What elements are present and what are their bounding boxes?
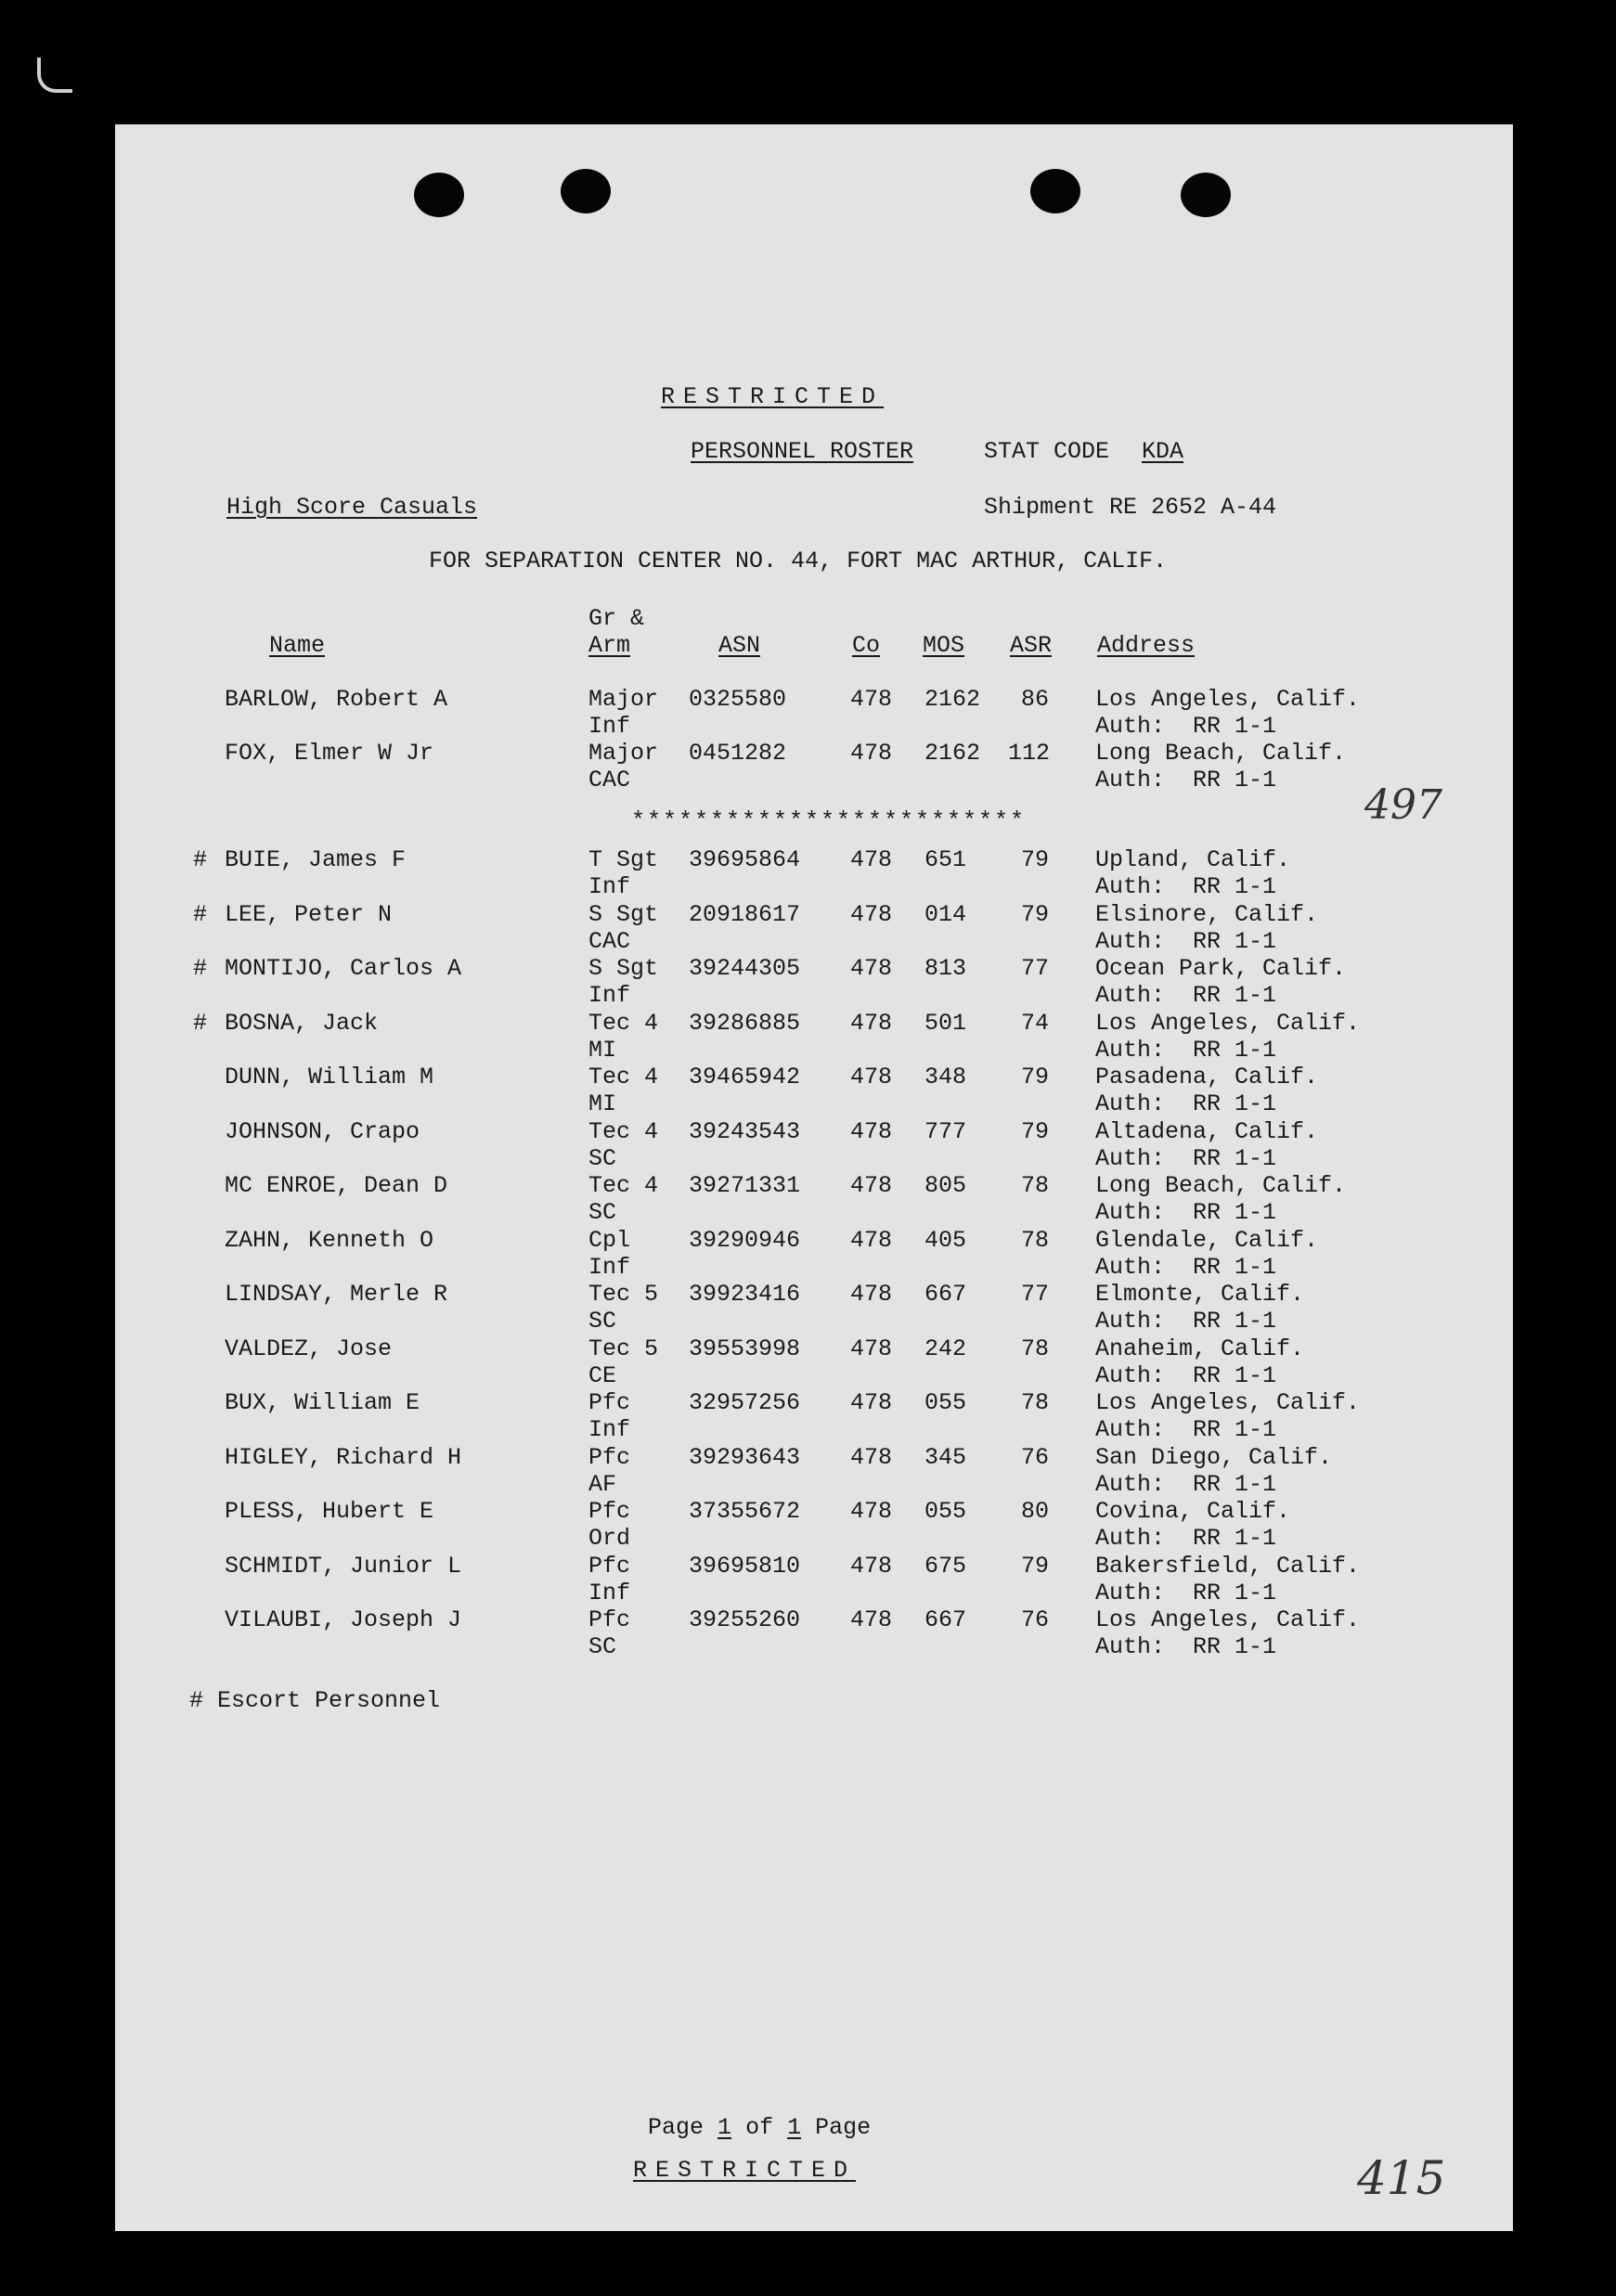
roster-grade: Pfc — [588, 1606, 631, 1633]
roster-auth: Auth: RR 1-1 — [1095, 1308, 1277, 1335]
roster-mos: 651 — [924, 846, 967, 873]
roster-asr: 79 — [1020, 1552, 1049, 1580]
roster-auth: Auth: RR 1-1 — [1095, 1633, 1277, 1660]
roster-asn: 39695864 — [689, 846, 801, 873]
roster-arm: Inf — [588, 1579, 631, 1606]
stat-code-value: KDA — [1142, 438, 1184, 465]
roster-arm: Inf — [588, 1253, 631, 1281]
roster-arm: MI — [588, 1036, 617, 1064]
roster-arm: SC — [588, 1199, 617, 1226]
roster-name: MONTIJO, Carlos A — [225, 955, 462, 982]
punch-hole-icon — [561, 169, 611, 213]
roster-auth: Auth: RR 1-1 — [1095, 767, 1277, 793]
roster-asr: 80 — [1020, 1498, 1049, 1525]
roster-asr: 78 — [1020, 1389, 1049, 1416]
roster-mos: 2162 — [924, 686, 981, 713]
page-indicator — [648, 2114, 871, 2142]
roster-grade: Tec 4 — [588, 1117, 659, 1145]
roster-asn: 39465942 — [689, 1064, 801, 1090]
roster-arm: Inf — [588, 713, 631, 740]
roster-grade: Major — [588, 686, 659, 713]
roster-asn: 0325580 — [689, 686, 787, 713]
restricted-footer: RESTRICTED — [633, 2157, 857, 2184]
roster-co: 478 — [850, 1281, 893, 1308]
restricted-header: RESTRICTED — [661, 383, 885, 410]
roster-auth: Auth: RR 1-1 — [1095, 1253, 1277, 1281]
roster-name: VILAUBI, Joseph J — [225, 1606, 462, 1633]
punch-hole-icon — [1030, 169, 1080, 213]
roster-arm: AF — [588, 1470, 617, 1498]
roster-mos: 345 — [924, 1443, 967, 1471]
roster-name: MC ENROE, Dean D — [225, 1172, 448, 1199]
col-header-address: Address — [1097, 632, 1196, 659]
roster-asr: 78 — [1020, 1226, 1049, 1254]
roster-asr: 74 — [1020, 1009, 1049, 1037]
roster-name: DUNN, William M — [225, 1064, 434, 1090]
roster-auth: Auth: RR 1-1 — [1095, 873, 1277, 900]
roster-name: BUX, William E — [225, 1389, 420, 1416]
roster-arm: Ord — [588, 1525, 631, 1552]
roster-asn: 0451282 — [689, 740, 787, 767]
roster-asr: 79 — [1020, 1064, 1049, 1090]
roster-asr: 76 — [1020, 1443, 1049, 1471]
page-prefix: Page — [648, 2114, 705, 2141]
roster-address: Elmonte, Calif. — [1095, 1281, 1305, 1308]
roster-asr: 79 — [1020, 900, 1049, 928]
page-number: 1 — [718, 2114, 732, 2141]
page-suffix: Page — [815, 2114, 872, 2141]
roster-mos: 405 — [924, 1226, 967, 1254]
roster-grade: Pfc — [588, 1498, 631, 1525]
destination-line: FOR SEPARATION CENTER NO. 44, FORT MAC ARTHUR, CALIF. — [429, 548, 1168, 574]
roster-auth: Auth: RR 1-1 — [1095, 1416, 1277, 1443]
roster-mos: 2162 — [924, 740, 981, 767]
roster-co: 478 — [850, 1389, 893, 1416]
shipment-number: Shipment RE 2652 A-44 — [984, 494, 1277, 521]
roster-address: Elsinore, Calif. — [1095, 900, 1319, 928]
roster-grade: S Sgt — [588, 955, 659, 982]
roster-grade: T Sgt — [588, 846, 659, 873]
roster-mos: 055 — [924, 1498, 967, 1525]
roster-address: Ocean Park, Calif. — [1095, 955, 1347, 982]
roster-auth: Auth: RR 1-1 — [1095, 1470, 1277, 1498]
roster-name: ZAHN, Kenneth O — [225, 1226, 434, 1254]
roster-grade: Tec 5 — [588, 1335, 659, 1362]
col-header-grade-line2: Arm — [588, 632, 631, 659]
col-header-asn: ASN — [718, 632, 761, 659]
roster-co: 478 — [850, 1552, 893, 1580]
roster-auth: Auth: RR 1-1 — [1095, 713, 1277, 740]
roster-co: 478 — [850, 1498, 893, 1525]
col-header-asr: ASR — [1010, 632, 1053, 659]
roster-address: Altadena, Calif. — [1095, 1117, 1319, 1145]
col-header-co: Co — [852, 632, 881, 659]
roster-auth: Auth: RR 1-1 — [1095, 927, 1277, 955]
roster-arm: SC — [588, 1144, 617, 1172]
roster-mos: 813 — [924, 955, 967, 982]
roster-mark: # — [193, 955, 208, 982]
roster-grade: Pfc — [588, 1443, 631, 1471]
roster-asn: 39271331 — [689, 1172, 801, 1199]
roster-mos: 805 — [924, 1172, 967, 1199]
col-header-grade-line1: Gr & — [588, 605, 645, 632]
roster-asn: 39243543 — [689, 1117, 801, 1145]
separator-line: ************************* — [631, 807, 1027, 834]
roster-address: San Diego, Calif. — [1095, 1443, 1333, 1471]
roster-asn: 39293643 — [689, 1443, 801, 1471]
roster-name: FOX, Elmer W Jr — [225, 740, 434, 767]
roster-co: 478 — [850, 1009, 893, 1037]
roster-asr: 79 — [1020, 1117, 1049, 1145]
roster-co: 478 — [850, 740, 893, 767]
roster-address: Los Angeles, Calif. — [1095, 1606, 1361, 1633]
roster-address: Los Angeles, Calif. — [1095, 686, 1361, 713]
roster-grade: Tec 5 — [588, 1281, 659, 1308]
roster-arm: Inf — [588, 873, 631, 900]
roster-asr: 76 — [1020, 1606, 1049, 1633]
roster-address: Los Angeles, Calif. — [1095, 1009, 1361, 1037]
handwritten-page-note: 415 — [1357, 2151, 1446, 2205]
roster-name: SCHMIDT, Junior L — [225, 1552, 462, 1580]
roster-co: 478 — [850, 1117, 893, 1145]
roster-address: Los Angeles, Calif. — [1095, 1389, 1361, 1416]
scan-corner-mark — [37, 58, 72, 93]
roster-arm: MI — [588, 1090, 617, 1117]
roster-mos: 014 — [924, 900, 967, 928]
roster-mos: 055 — [924, 1389, 967, 1416]
roster-co: 478 — [850, 1172, 893, 1199]
roster-grade: Pfc — [588, 1389, 631, 1416]
roster-address: Long Beach, Calif. — [1095, 1172, 1347, 1199]
roster-auth: Auth: RR 1-1 — [1095, 1525, 1277, 1552]
roster-asn: 39255260 — [689, 1606, 801, 1633]
punch-hole-icon — [414, 173, 464, 217]
roster-auth: Auth: RR 1-1 — [1095, 1579, 1277, 1606]
roster-grade: Major — [588, 740, 659, 767]
roster-arm: CE — [588, 1361, 617, 1389]
roster-name: BUIE, James F — [225, 846, 407, 873]
roster-name: BARLOW, Robert A — [225, 686, 448, 713]
roster-auth: Auth: RR 1-1 — [1095, 1199, 1277, 1226]
roster-grade: Pfc — [588, 1552, 631, 1580]
roster-asn: 39286885 — [689, 1009, 801, 1037]
roster-grade: Tec 4 — [588, 1009, 659, 1037]
roster-asn: 32957256 — [689, 1389, 801, 1416]
roster-name: PLESS, Hubert E — [225, 1498, 434, 1525]
roster-co: 478 — [850, 686, 893, 713]
roster-address: Covina, Calif. — [1095, 1498, 1291, 1525]
roster-name: LEE, Peter N — [225, 900, 393, 928]
roster-name: JOHNSON, Crapo — [225, 1117, 420, 1145]
roster-auth: Auth: RR 1-1 — [1095, 1090, 1277, 1117]
roster-asr: 78 — [1020, 1335, 1049, 1362]
roster-co: 478 — [850, 900, 893, 928]
roster-auth: Auth: RR 1-1 — [1095, 1144, 1277, 1172]
roster-grade: Cpl — [588, 1226, 631, 1254]
roster-address: Long Beach, Calif. — [1095, 740, 1347, 767]
roster-asr: 79 — [1020, 846, 1049, 873]
roster-auth: Auth: RR 1-1 — [1095, 982, 1277, 1009]
roster-arm: CAC — [588, 927, 631, 955]
roster-arm: CAC — [588, 767, 631, 793]
roster-mos: 675 — [924, 1552, 967, 1580]
roster-arm: SC — [588, 1633, 617, 1660]
roster-asr: 112 — [1008, 740, 1051, 767]
punch-hole-icon — [1181, 173, 1231, 217]
footnote-escort-personnel: # Escort Personnel — [189, 1687, 441, 1714]
roster-address: Upland, Calif. — [1095, 846, 1291, 873]
roster-co: 478 — [850, 955, 893, 982]
roster-co: 478 — [850, 1443, 893, 1471]
roster-grade: Tec 4 — [588, 1172, 659, 1199]
roster-arm: Inf — [588, 1416, 631, 1443]
roster-mos: 667 — [924, 1281, 967, 1308]
roster-mos: 777 — [924, 1117, 967, 1145]
roster-co: 478 — [850, 846, 893, 873]
roster-mos: 501 — [924, 1009, 967, 1037]
roster-address: Anaheim, Calif. — [1095, 1335, 1305, 1362]
roster-asr: 77 — [1020, 1281, 1049, 1308]
roster-name: BOSNA, Jack — [225, 1009, 379, 1037]
roster-mos: 242 — [924, 1335, 967, 1362]
roster-co: 478 — [850, 1226, 893, 1254]
page-of: of — [745, 2114, 774, 2141]
roster-mark: # — [193, 900, 208, 928]
roster-mos: 667 — [924, 1606, 967, 1633]
roster-grade: Tec 4 — [588, 1064, 659, 1090]
roster-grade: S Sgt — [588, 900, 659, 928]
roster-arm: Inf — [588, 982, 631, 1009]
roster-asn: 20918617 — [689, 900, 801, 928]
roster-title: PERSONNEL ROSTER — [691, 438, 914, 465]
stat-code-label: STAT CODE — [984, 438, 1110, 465]
roster-asn: 39244305 — [689, 955, 801, 982]
roster-asr: 86 — [1020, 686, 1049, 713]
roster-asn: 37355672 — [689, 1498, 801, 1525]
page-total: 1 — [787, 2114, 802, 2141]
roster-address: Bakersfield, Calif. — [1095, 1552, 1361, 1580]
roster-address: Glendale, Calif. — [1095, 1226, 1319, 1254]
roster-asn: 39553998 — [689, 1335, 801, 1362]
roster-name: LINDSAY, Merle R — [225, 1281, 448, 1308]
col-header-mos: MOS — [923, 632, 965, 659]
roster-co: 478 — [850, 1335, 893, 1362]
col-header-name: Name — [269, 632, 326, 659]
roster-asr: 78 — [1020, 1172, 1049, 1199]
roster-asn: 39923416 — [689, 1281, 801, 1308]
handwritten-stamp-number: 497 — [1364, 781, 1442, 829]
roster-auth: Auth: RR 1-1 — [1095, 1361, 1277, 1389]
roster-asn: 39290946 — [689, 1226, 801, 1254]
roster-mark: # — [193, 1009, 208, 1037]
roster-name: HIGLEY, Richard H — [225, 1443, 462, 1471]
roster-address: Pasadena, Calif. — [1095, 1064, 1319, 1090]
group-label: High Score Casuals — [226, 494, 478, 521]
roster-mos: 348 — [924, 1064, 967, 1090]
roster-co: 478 — [850, 1606, 893, 1633]
roster-name: VALDEZ, Jose — [225, 1335, 393, 1362]
roster-co: 478 — [850, 1064, 893, 1090]
roster-asn: 39695810 — [689, 1552, 801, 1580]
roster-asr: 77 — [1020, 955, 1049, 982]
roster-mark: # — [193, 846, 208, 873]
roster-arm: SC — [588, 1308, 617, 1335]
roster-auth: Auth: RR 1-1 — [1095, 1036, 1277, 1064]
